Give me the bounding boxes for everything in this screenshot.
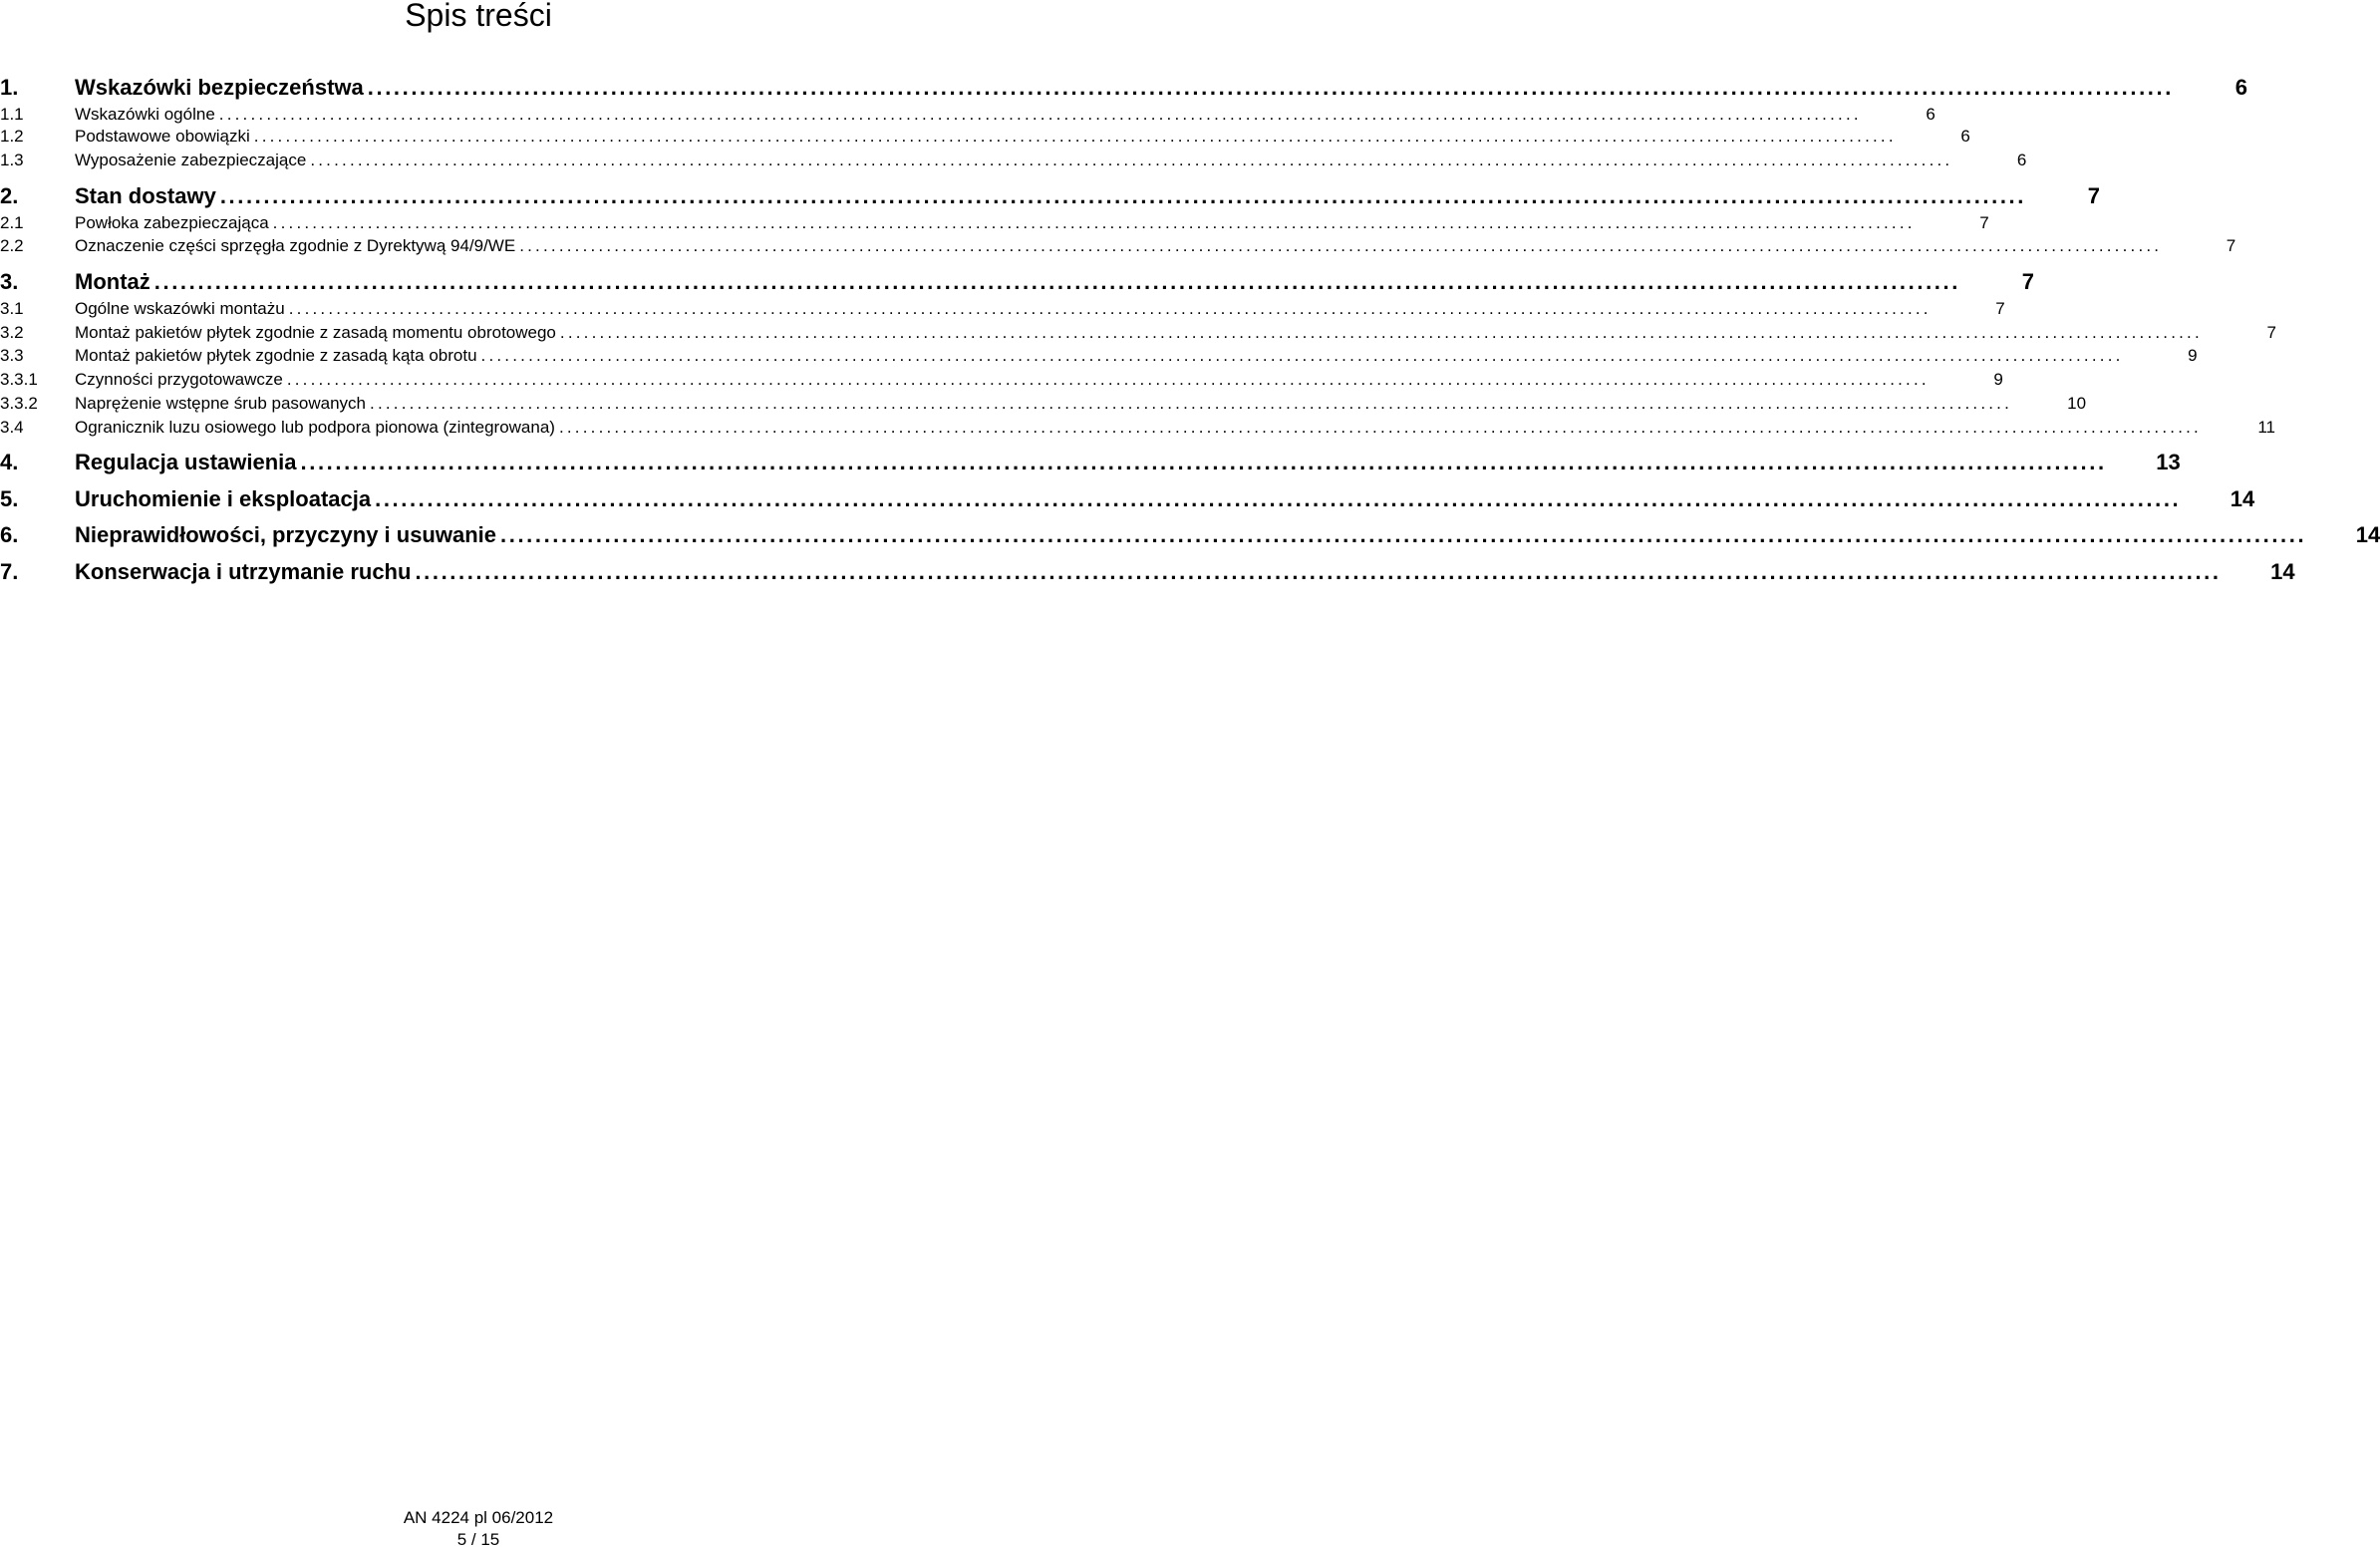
toc-entry-number: 5.: [0, 486, 19, 511]
toc-entry-title: Konserwacja i utrzymanie ruchu: [75, 559, 412, 584]
table-of-contents: [0, 0, 2380, 618]
toc-leader-dots: [301, 450, 2107, 475]
toc-entry-page: 7: [2087, 183, 2100, 208]
toc-leader-dots: [370, 394, 2012, 414]
toc-entry-page: 11: [2257, 418, 2275, 437]
toc-entry-page: 9: [1993, 370, 2003, 389]
toc-entry-page: 14: [2270, 559, 2295, 584]
toc-entry-number: 2.2: [0, 236, 24, 255]
toc-leader-dots: [254, 127, 1897, 147]
toc-entry-4[interactable]: [0, 450, 2181, 475]
toc-entry-title: Uruchomienie i eksploatacja: [75, 486, 372, 511]
toc-leader-dots: [220, 183, 2026, 209]
page-title: Spis treści: [405, 0, 552, 33]
toc-leader-dots: [559, 418, 2202, 438]
toc-entry-page: 6: [2016, 151, 2027, 169]
toc-entry-page: 6: [2234, 75, 2247, 100]
toc-entry-title: Nieprawidłowości, przyczyny i usuwanie: [75, 522, 497, 547]
toc-entry-page: 14: [2230, 486, 2255, 511]
toc-entry-number: 2.: [0, 183, 19, 208]
toc-entry-1-1[interactable]: [0, 105, 1935, 125]
toc-leader-dots: [287, 370, 1930, 390]
toc-entry-number: 3.3.2: [0, 394, 38, 413]
toc-entry-number: 3.1: [0, 299, 24, 318]
toc-entry-3-1[interactable]: [0, 299, 2005, 319]
toc-leader-dots: [273, 213, 1916, 233]
toc-entry-title: Ogólne wskazówki montażu: [75, 299, 285, 318]
toc-entry-page: 7: [2226, 236, 2236, 255]
toc-entry-5[interactable]: [0, 486, 2255, 512]
toc-entry-number: 3.: [0, 269, 19, 294]
toc-entry-title: Regulacja ustawienia: [75, 450, 297, 474]
toc-entry-title: Naprężenie wstępne śrub pasowanych: [75, 394, 367, 413]
toc-entry-page: 6: [1960, 127, 1970, 146]
toc-entry-3-3[interactable]: [0, 346, 2198, 366]
toc-leader-dots: [500, 522, 2306, 548]
toc-entry-7[interactable]: [0, 559, 2295, 585]
toc-entry-page: 10: [2067, 394, 2087, 413]
toc-entry-title: Montaż: [75, 269, 150, 294]
toc-leader-dots: [481, 346, 2124, 366]
toc-entry-page: 6: [1926, 105, 1935, 124]
toc-entry-title: Czynności przygotowawcze: [75, 370, 283, 389]
toc-entry-number: 1.1: [0, 105, 24, 124]
toc-entry-number: 3.3.1: [0, 370, 38, 389]
toc-leader-dots: [415, 559, 2221, 585]
toc-entry-number: 3.2: [0, 323, 24, 342]
toc-leader-dots: [289, 299, 1932, 319]
toc-leader-dots: [310, 151, 1952, 170]
toc-entry-page: 13: [2156, 450, 2181, 474]
toc-entry-1-2[interactable]: [0, 127, 1970, 147]
toc-entry-3-4[interactable]: [0, 418, 2275, 438]
toc-entry-title: Wskazówki bezpieczeństwa: [75, 75, 364, 100]
toc-leader-dots: [368, 75, 2174, 101]
toc-entry-title: Ogranicznik luzu osiowego lub podpora pionowa (zintegrowana): [75, 418, 555, 437]
toc-entry-page: 7: [1979, 213, 1989, 232]
toc-leader-dots: [519, 236, 2162, 256]
toc-entry-title: Oznaczenie części sprzęgła zgodnie z Dyrektywą 94/9/WE: [75, 236, 516, 255]
toc-entry-title: Podstawowe obowiązki: [75, 127, 250, 146]
toc-leader-dots: [560, 323, 2203, 343]
toc-entry-page: 7: [1995, 299, 2005, 318]
toc-entry-1-3[interactable]: [0, 151, 2027, 170]
toc-entry-title: Wyposażenie zabezpieczające: [75, 151, 307, 169]
toc-entry-title: Montaż pakietów płytek zgodnie z zasadą momentu obrotowego: [75, 323, 556, 342]
toc-entry-number: 7.: [0, 559, 19, 584]
footer-doc-code: AN 4224 pl 06/2012: [403, 1508, 554, 1527]
toc-entry-page: 7: [2266, 323, 2276, 342]
toc-entry-number: 6.: [0, 522, 19, 547]
toc-entry-3-3-2[interactable]: [0, 394, 2087, 414]
toc-entry-number: 4.: [0, 450, 19, 474]
toc-entry-title: Stan dostawy: [75, 183, 216, 208]
toc-entry-number: 1.2: [0, 127, 24, 146]
toc-entry-page: 9: [2188, 346, 2198, 365]
toc-entry-title: Wskazówki ogólne: [75, 105, 215, 124]
toc-entry-1[interactable]: [0, 75, 2247, 101]
toc-entry-number: 3.4: [0, 418, 24, 437]
toc-entry-number: 1.: [0, 75, 19, 100]
toc-leader-dots: [154, 269, 1960, 295]
toc-entry-2-1[interactable]: [0, 213, 1989, 233]
toc-entry-3-2[interactable]: [0, 323, 2276, 343]
toc-entry-2[interactable]: [0, 183, 2100, 209]
toc-entry-title: Montaż pakietów płytek zgodnie z zasadą kąta obrotu: [75, 346, 477, 365]
footer-page-indicator: 5 / 15: [456, 1530, 500, 1549]
toc-entry-number: 3.3: [0, 346, 24, 365]
toc-entry-page: 14: [2355, 522, 2380, 547]
toc-entry-number: 1.3: [0, 151, 24, 169]
toc-entry-3-3-1[interactable]: [0, 370, 2003, 390]
toc-entry-page: 7: [2021, 269, 2034, 294]
toc-entry-6[interactable]: [0, 522, 2380, 548]
toc-leader-dots: [375, 486, 2181, 512]
toc-entry-2-2[interactable]: [0, 236, 2236, 256]
toc-entry-title: Powłoka zabezpieczająca: [75, 213, 269, 232]
toc-entry-3[interactable]: [0, 269, 2034, 295]
toc-leader-dots: [219, 105, 1862, 125]
toc-entry-number: 2.1: [0, 213, 24, 232]
